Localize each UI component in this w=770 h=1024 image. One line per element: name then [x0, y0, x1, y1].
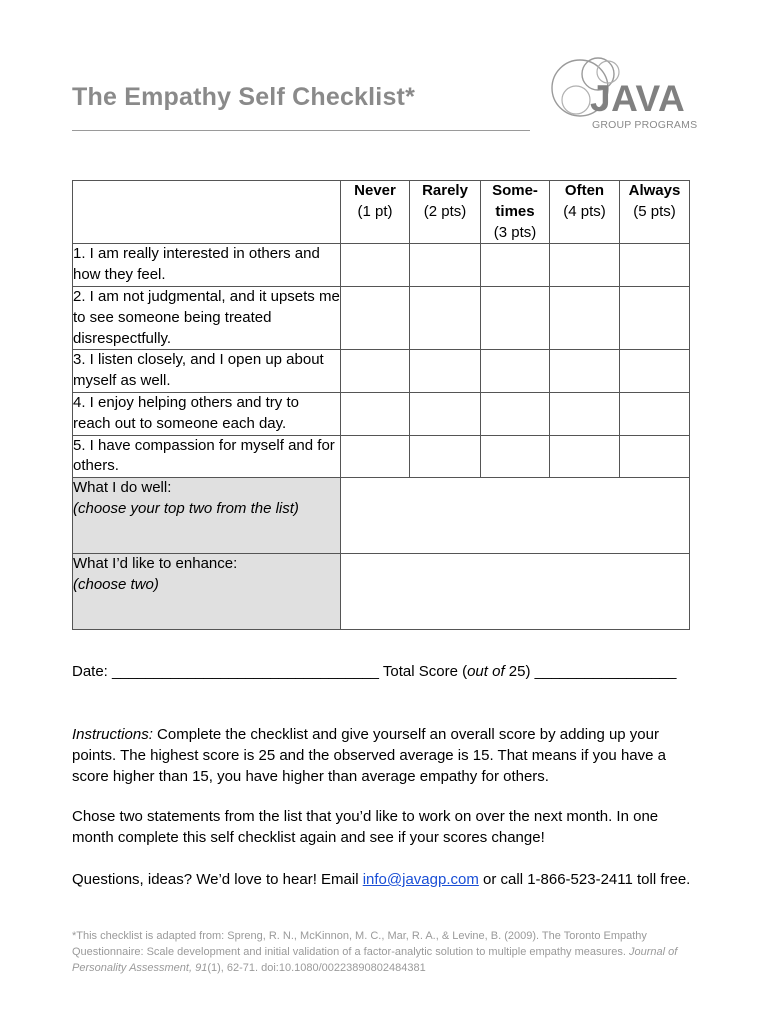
rating-cell-sometimes[interactable]	[481, 286, 550, 349]
rating-cell-often[interactable]	[550, 435, 620, 478]
rating-cell-often[interactable]	[550, 392, 620, 435]
total-score-label: Total Score (out of 25)	[382, 663, 531, 680]
logo-wordmark: JAVA	[590, 78, 686, 119]
rating-cell-never[interactable]	[341, 350, 410, 393]
col-always: Always (5 pts)	[620, 181, 690, 244]
rating-cell-never[interactable]	[341, 392, 410, 435]
date-field[interactable]: ________________________________	[112, 663, 379, 680]
statement-2: 2. I am not judgmental, and it upsets me to see someone being treated disrespectfully.	[73, 286, 341, 349]
instructions-paragraph	[72, 725, 697, 787]
date-score-line	[72, 663, 676, 680]
do-well-label: What I do well:	[73, 479, 172, 497]
do-well-answer-area[interactable]	[341, 478, 690, 554]
col-often: Often (4 pts)	[550, 181, 620, 244]
rating-cell-always[interactable]	[620, 392, 690, 435]
page-title: The Empathy Self Checklist*	[72, 83, 415, 111]
rating-cell-never[interactable]	[341, 435, 410, 478]
enhance-label: What I’d like to enhance:	[73, 555, 238, 573]
citation-footnote: *This checklist is adapted from: Spreng, R. N., McKinnon, M. C., Mar, R. A., & Levine, B. (2009). The Toronto Empathy Questionnaire: Scale development and initial validation of a factor-analytic solution to multiple empathy measures. Journal of Personality Assessment, 91(1), 62-71. doi:10.1080/00223890802484381	[72, 930, 678, 974]
rating-cell-always[interactable]	[620, 350, 690, 393]
rating-cell-sometimes[interactable]	[481, 244, 550, 287]
statement-4: 4. I enjoy helping others and try to reach out to someone each day.	[73, 392, 341, 435]
rating-cell-always[interactable]	[620, 286, 690, 349]
rating-cell-often[interactable]	[550, 286, 620, 349]
statement-row	[73, 435, 690, 478]
header-row	[73, 181, 690, 244]
do-well-label-cell	[73, 478, 341, 554]
rating-cell-sometimes[interactable]	[481, 350, 550, 393]
rating-cell-never[interactable]	[341, 244, 410, 287]
do-well-hint: (choose your top two from the list)	[73, 499, 299, 517]
do-well-row	[73, 478, 690, 554]
journal-name: Journal of Personality Assessment, 91	[72, 946, 678, 974]
email-link[interactable]: info@javagp.com	[362, 871, 479, 888]
statement-row	[73, 392, 690, 435]
rating-cell-sometimes[interactable]	[481, 392, 550, 435]
rating-cell-rarely[interactable]	[410, 392, 481, 435]
logo-subtitle: GROUP PROGRAMS	[592, 119, 698, 131]
statement-3: 3. I listen closely, and I open up about myself as well.	[73, 350, 341, 393]
rating-cell-rarely[interactable]	[410, 244, 481, 287]
questions-paragraph: Questions, ideas? We’d love to hear! Email info@javagp.com or call 1-866-523-2411 toll free.	[72, 871, 691, 888]
statement-1: 1. I am really interested in others and how they feel.	[73, 244, 341, 287]
checklist-table	[72, 180, 690, 630]
java-logo	[548, 48, 698, 138]
rating-cell-sometimes[interactable]	[481, 435, 550, 478]
date-label: Date:	[72, 663, 108, 680]
rating-cell-often[interactable]	[550, 244, 620, 287]
rating-cell-often[interactable]	[550, 350, 620, 393]
enhance-label-cell	[73, 554, 341, 630]
choose-paragraph: Chose two statements from the list that you’d like to work on over the next month. In one month complete this self checklist again and see if your scores change!	[72, 808, 659, 846]
col-never: Never (1 pt)	[341, 181, 410, 244]
rating-cell-always[interactable]	[620, 244, 690, 287]
statement-row	[73, 350, 690, 393]
title-divider	[72, 130, 530, 131]
enhance-answer-area[interactable]	[341, 554, 690, 630]
instructions-text: Complete the checklist and give yourself an overall score by adding up your points. The highest score is 25 and the observed average is 15. That means if you have a score higher than 15, you have higher than average empathy for others.	[72, 726, 666, 785]
col-sometimes: Some- times (3 pts)	[481, 181, 550, 244]
rating-cell-always[interactable]	[620, 435, 690, 478]
col-rarely: Rarely (2 pts)	[410, 181, 481, 244]
enhance-row	[73, 554, 690, 630]
statement-row	[73, 244, 690, 287]
rating-cell-rarely[interactable]	[410, 286, 481, 349]
total-score-field[interactable]: _________________	[534, 663, 677, 680]
instructions-lead: Instructions:	[72, 726, 153, 743]
rating-cell-rarely[interactable]	[410, 435, 481, 478]
rating-cell-never[interactable]	[341, 286, 410, 349]
statement-header-cell	[73, 181, 341, 244]
statement-row	[73, 286, 690, 349]
enhance-hint: (choose two)	[73, 575, 159, 593]
statement-5: 5. I have compassion for myself and for others.	[73, 435, 341, 478]
rating-cell-rarely[interactable]	[410, 350, 481, 393]
